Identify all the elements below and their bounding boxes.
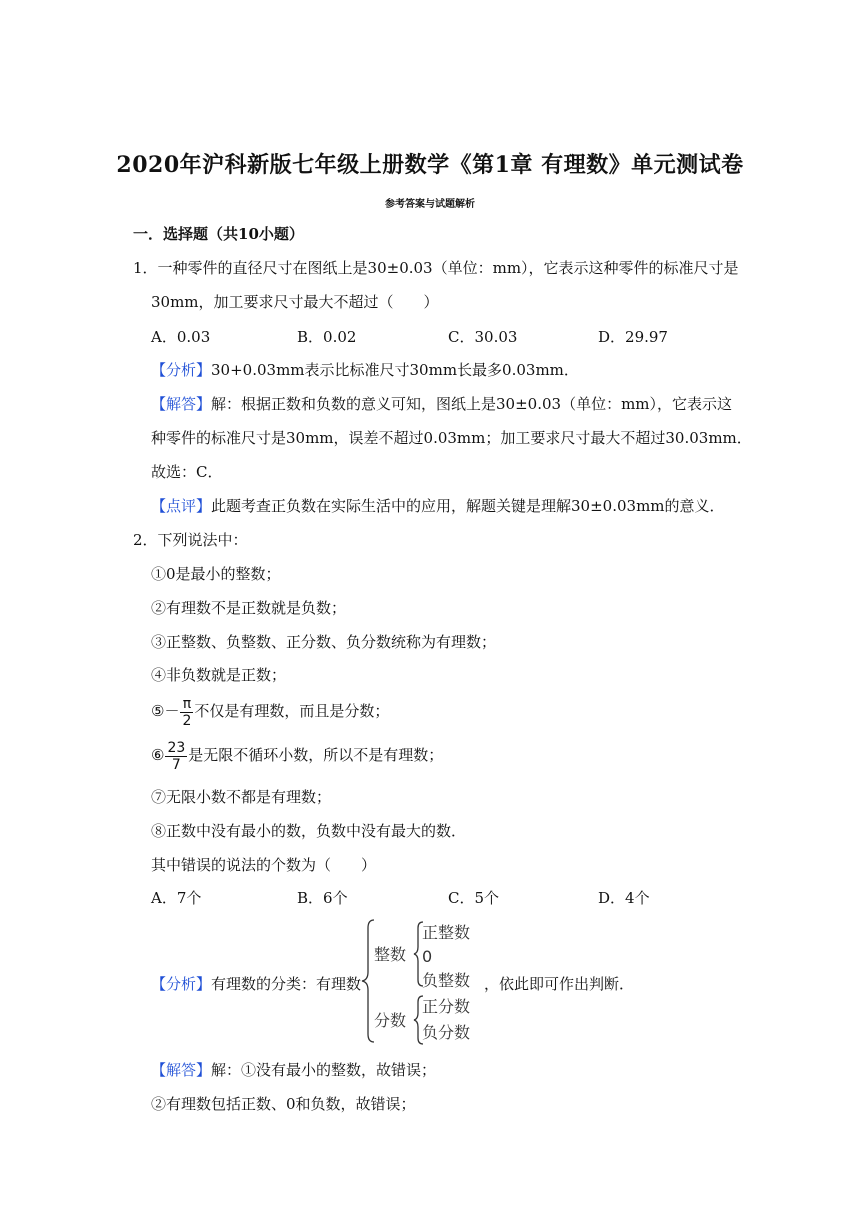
q1-stem-line2: 30mm，加工要求尺寸最大不超过（ ） bbox=[151, 293, 439, 311]
q1-stem-line1: 1．一种零件的直径尺寸在图纸上是30±0.03（单位：mm），它表示这种零件的标准尺寸是 bbox=[133, 259, 739, 277]
q2-question: 其中错误的说法的个数为（ ） bbox=[151, 856, 377, 874]
q1-comment bbox=[151, 496, 725, 516]
q2-answer-line1 bbox=[151, 1060, 436, 1080]
minus-sign: － bbox=[164, 702, 180, 720]
fraction-numerator: π bbox=[180, 696, 193, 713]
q2-item-5-text: 不仅是有理数，而且是分数； bbox=[194, 702, 390, 720]
q1-option-d: D．29.97 bbox=[598, 328, 668, 346]
q2-item-6 bbox=[151, 738, 443, 773]
q2-option-a: A．7个 bbox=[151, 889, 202, 907]
answer-tag: 【解答】 bbox=[151, 1061, 212, 1079]
q2-analysis-prefix bbox=[151, 974, 361, 994]
tree-fraction: 分数 bbox=[374, 1011, 407, 1030]
tree-integer: 整数 bbox=[374, 945, 407, 964]
q2-answer-text: 解：①没有最小的整数，故错误； bbox=[211, 1061, 437, 1079]
tree-negative-integer: 负整数 bbox=[422, 971, 471, 990]
q1-analysis-text: 30+0.03mm表示比标准尺寸30mm长最多0.03mm． bbox=[211, 361, 579, 379]
q1-option-a: A．0.03 bbox=[151, 328, 211, 346]
item-marker: ⑤ bbox=[151, 702, 165, 720]
q1-option-c: C．30.03 bbox=[448, 328, 518, 346]
q2-item-5 bbox=[151, 694, 389, 729]
comment-tag: 【点评】 bbox=[151, 497, 212, 515]
rational-number-classification-tree bbox=[360, 916, 484, 1046]
tree-positive-fraction: 正分数 bbox=[422, 997, 471, 1016]
23-over-7-fraction bbox=[165, 740, 187, 773]
item-marker: ⑥ bbox=[151, 746, 165, 764]
q1-comment-text: 此题考查正负数在实际生活中的应用，解题关键是理解30±0.03mm的意义． bbox=[211, 497, 725, 515]
fraction-denominator: 7 bbox=[171, 756, 181, 773]
q2-item-3: ③正整数、负整数、正分数、负分数统称为有理数； bbox=[151, 633, 497, 651]
q1-answer-text: 解：根据正数和负数的意义可知，图纸上是30±0.03（单位：mm），它表示这 bbox=[211, 395, 733, 413]
q2-item-4: ④非负数就是正数； bbox=[151, 666, 287, 684]
q2-answer-line2: ②有理数包括正数、0和负数，故错误； bbox=[151, 1095, 416, 1113]
section-heading: 一．选择题（共10小题） bbox=[133, 225, 304, 243]
q1-option-b: B．0.02 bbox=[297, 328, 357, 346]
q1-answer-line1 bbox=[151, 394, 732, 414]
q2-option-d: D．4个 bbox=[598, 889, 650, 907]
q2-analysis-prefix-text: 有理数的分类：有理数 bbox=[211, 975, 362, 993]
fraction-denominator: 2 bbox=[182, 712, 192, 729]
analysis-tag: 【分析】 bbox=[151, 975, 212, 993]
tree-positive-integer: 正整数 bbox=[422, 923, 471, 942]
answer-tag: 【解答】 bbox=[151, 395, 212, 413]
q1-analysis bbox=[151, 360, 579, 380]
q2-item-2: ②有理数不是正数就是负数； bbox=[151, 599, 347, 617]
q2-analysis-suffix: ，依此即可作出判断． bbox=[484, 975, 635, 993]
q2-option-b: B．6个 bbox=[297, 889, 348, 907]
analysis-tag: 【分析】 bbox=[151, 361, 212, 379]
q2-option-c: C．5个 bbox=[448, 889, 500, 907]
document-subtitle: 参考答案与试题解析 bbox=[385, 199, 475, 210]
q2-stem: 2．下列说法中： bbox=[133, 531, 248, 549]
outer-brace bbox=[362, 920, 374, 1042]
q1-answer-line3: 故选：C． bbox=[151, 463, 223, 481]
q2-item-1: ①0是最小的整数； bbox=[151, 565, 281, 583]
q2-item-6-text: 是无限不循环小数，所以不是有理数； bbox=[188, 746, 444, 764]
pi-over-2-fraction bbox=[180, 696, 193, 729]
q1-answer-line2: 种零件的标准尺寸是30mm，误差不超过0.03mm；加工要求尺寸最大不超过30.03mm． bbox=[151, 429, 752, 447]
q2-item-8: ⑧正数中没有最小的数，负数中没有最大的数． bbox=[151, 822, 467, 840]
q2-item-7: ⑦无限小数不都是有理数； bbox=[151, 788, 332, 806]
fraction-numerator: 23 bbox=[167, 739, 186, 756]
tree-negative-fraction: 负分数 bbox=[422, 1023, 471, 1042]
document-title: 2020年沪科新版七年级上册数学《第1章 有理数》单元测试卷 bbox=[116, 152, 744, 178]
tree-zero: 0 bbox=[422, 947, 433, 966]
